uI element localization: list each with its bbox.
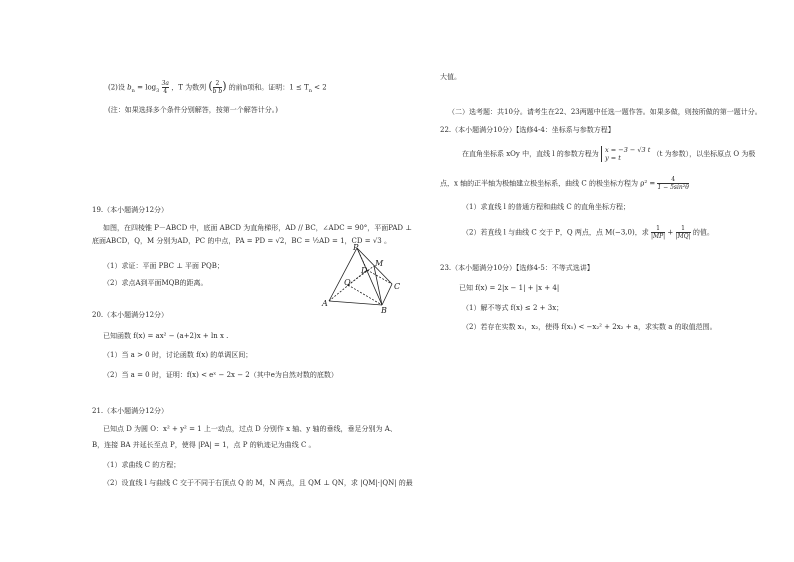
q23-part2: （2）若存在实数 x₁，x₂，使得 f(x₁) < −x₂² + 2x₂ + a，求实数 a 的取值范围。	[462, 323, 717, 331]
q21-part2: （2）设直线 l 与曲线 C 交于不同于右顶点 Q 的 M，N 两点，且 QM ⊥ QN，求 |QM|·|QN| 的最	[103, 479, 413, 487]
q22-part2-lead: （2）若直线 l 与曲线 C 交于 P，Q 两点，点 M(−3,0)，求	[462, 228, 649, 237]
q20-line1: 已知函数 f(x) = ax² − (a+2)x + ln x .	[103, 332, 229, 340]
q18-b: b	[127, 83, 132, 92]
q22-title: 22.（本小题满分10分）【选修4-4：坐标系与参数方程】	[440, 126, 615, 134]
q18-seq-den: b b	[212, 88, 223, 95]
q18-seq-label: 为数列	[185, 83, 207, 92]
q18-part2-lead: (2)设	[108, 83, 125, 92]
q18-eq: = log	[137, 83, 157, 92]
label-m: M	[375, 259, 384, 268]
q23-line1: 已知 f(x) = 2|x − 1| + |x + 4|	[459, 284, 560, 292]
q20-part2: （2）当 a = 0 时，证明：f(x) < eˣ − 2x − 2（其中e为自然对数的底数）	[103, 371, 338, 379]
q22-param-system	[601, 146, 650, 162]
label-q: Q	[344, 278, 351, 287]
pyramid-figure	[320, 244, 400, 316]
label-p: P	[353, 244, 359, 252]
q19-title: 19.（本小题满分12分）	[92, 206, 169, 214]
q22-line2	[440, 176, 689, 191]
q22-line1	[462, 146, 755, 162]
q18-prove: 的前n项和。证明：1 ≤ T	[228, 83, 309, 92]
q22-f1-num: 1	[651, 225, 665, 233]
q21-line2: B，连接 BA 并延长至点 P，使得 |PA| = 1，点 P 的轨迹记为曲线 C 。	[92, 441, 316, 449]
q19-part2: （2）求点A到平面MQB的距离。	[103, 279, 208, 287]
q22-f1-den: |MP|	[650, 233, 666, 240]
q23-title: 23.（本小题满分10分）【选修4-5：不等式选讲】	[440, 264, 594, 272]
q19-line2: 底面ABCD，Q，M 分别为AD，PC 的中点，PA = PD = √2，BC = ½AD = 1，CD = √3 。	[92, 237, 391, 245]
q22-part1: （1）求直线 l 的普通方程和曲线 C 的直角坐标方程；	[462, 203, 630, 211]
q20-part1: （1）当 a > 0 时，讨论函数 f(x) 的单调区间；	[103, 351, 253, 359]
q19-line1: 如图，在四棱锥 P－ABCD 中，底面 ABCD 为直角梯形，AD // BC，∠ADC = 90°，平面PAD ⊥	[103, 224, 412, 232]
section2-instructions: （二）选考题：共10分。请考生在22、23两题中任选一题作答。如果多做，则按所做的第一题计分。	[448, 108, 762, 116]
q18-seq-num: 2	[213, 80, 223, 88]
q22-f2-num: 1	[676, 225, 691, 233]
q22-part2-tail: 的值。	[692, 228, 714, 237]
q21-title: 21.（本小题满分12分）	[92, 407, 169, 415]
q21-continuation: 大值。	[440, 73, 461, 81]
q22-part2	[462, 225, 714, 240]
q21-part1: （1）求曲线 C 的方程；	[103, 461, 181, 469]
q18-frac-den: 4	[163, 88, 168, 95]
note: (注：如果选择多个条件分别解答，按第一个解答计分。)	[108, 106, 278, 114]
q22-f2-den: |MQ|	[675, 233, 691, 240]
q18-prove-end: < 2	[311, 83, 327, 92]
q18-b-sub: n	[131, 87, 135, 94]
label-c: C	[394, 282, 400, 291]
q20-title: 20.（本小题满分12分）	[92, 311, 169, 319]
q22-sys-y: y = t	[605, 154, 621, 162]
q22-frac-num: 4	[657, 176, 688, 184]
label-a: A	[322, 299, 328, 308]
q22-line1-tail: （t 为参数），以坐标原点 O 为极	[652, 150, 756, 158]
q21-line1: 已知点 D 为圆 O：x² + y² = 1 上一动点，过点 D 分别作 x 轴、y 轴的垂线，垂足分别为 A、	[103, 425, 397, 433]
label-b: B	[381, 306, 387, 315]
q22-plus: +	[667, 228, 674, 237]
q18-log-base: 3	[156, 87, 160, 94]
label-d: D	[361, 266, 368, 275]
q22-frac-den: 1 − 5sin²θ	[657, 184, 689, 191]
q23-part1: （1）解不等式 f(x) ≤ 2 + 3x；	[462, 304, 564, 312]
q22-line1-lead: 在直角坐标系 xOy 中，直线 l 的参数方程为	[462, 150, 599, 158]
q18-frac-num: 3a	[161, 80, 169, 87]
q18-tn: ，T	[171, 83, 183, 92]
q18-part2: (2)设 $b_n = \log_3$ $\frac{3a}{4}$ ，T 为数列 ( $\frac{2}{\text{b b}}$ ) 的前n项和。证明：$1 \le T_n < 2$	[108, 79, 327, 95]
q19-part1: （1）求证：平面 PBC ⊥ 平面 PQB；	[103, 262, 224, 270]
q22-sys-x: x = −3 − √3 t	[605, 146, 651, 154]
q22-line2-text: 点，x 轴的正半轴为极轴建立极坐标系，曲线 C 的极坐标方程为 ρ² =	[440, 179, 656, 188]
